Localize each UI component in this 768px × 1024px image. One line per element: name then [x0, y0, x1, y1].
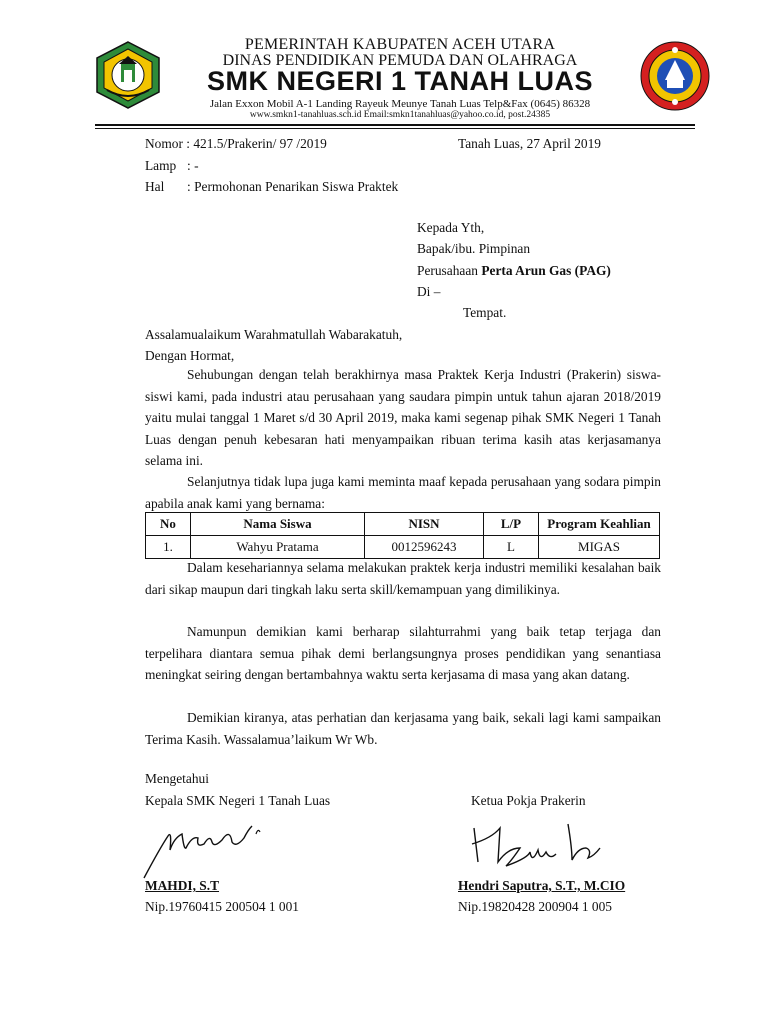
letter-date: Tanah Luas, 27 April 2019	[458, 136, 601, 151]
paragraph-1: Sehubungan dengan telah berakhirnya masa Praktek Kerja Industri (Prakerin) siswa-siswi kami, pada industri atau perusahaan yang saudara pimpin untuk tahun ajaran 2018/2019 yaitu mulai tanggal 1 Maret s/d 30 April 2019, maka kami segenap pihak SMK Negeri 1 Tanah Luas dengan penuh kebesaran hati menyampaikan ribuan terima kasih atas kerjasamanya selama ini.	[145, 367, 661, 468]
student-table	[145, 512, 660, 559]
letterhead-address: Jalan Exxon Mobil A-1 Landing Rayeuk Meunye Tanah Luas Telp&Fax (0645) 86328	[209, 98, 591, 110]
letterhead-divider	[95, 124, 695, 126]
col-header: Nama Siswa	[191, 513, 365, 536]
right-signer-title: Ketua Pokja Prakerin	[471, 793, 586, 808]
letter-number: Nomor : 421.5/Prakerin/ 97 /2019	[145, 136, 327, 151]
left-signature	[140, 820, 270, 880]
left-signer-nip: Nip.19760415 200504 1 001	[145, 899, 299, 914]
table-cell: Wahyu Pratama	[191, 536, 365, 559]
company-prefix: Perusahaan	[417, 263, 482, 278]
table-cell: L	[484, 536, 539, 559]
letterhead-divider-thin	[95, 128, 695, 129]
col-header: L/P	[484, 513, 539, 536]
recipient-line: Bapak/ibu. Pimpinan	[417, 241, 531, 256]
company-name: Perta Arun Gas (PAG)	[481, 263, 611, 278]
recipient-company	[417, 264, 611, 277]
paragraph-4: Namunpun demikian kami berharap silahturrahmi yang baik tetap terjaga dan terpelihara diantara semua pihak demi berlangsungnya proses pendidikan yang senantiasa meningkat seiring dengan bertambahnya waktu serta kerjasama di masa yang akan datang.	[145, 624, 661, 682]
lamp-value: : -	[187, 158, 199, 173]
lamp-label: Lamp	[145, 158, 177, 173]
letterhead-government: PEMERINTAH KABUPATEN ACEH UTARA	[244, 36, 556, 53]
right-signature	[468, 818, 608, 874]
paragraph-3: Dalam kesehariannya selama melakukan praktek kerja industri memiliki kesalahan baik dari sikap maupun dari tingkah laku serta skill/kemampuan yang dimilikinya.	[145, 560, 661, 597]
paragraph-2: Selanjutnya tidak lupa juga kami meminta maaf kepada perusahaan yang sodara pimpin apabila anak kami yang bernama:	[145, 474, 661, 511]
left-signer-title: Kepala SMK Negeri 1 Tanah Luas	[145, 793, 331, 808]
right-signer-name: Hendri Saputra, S.T., M.CIO	[458, 878, 626, 893]
col-header: NISN	[365, 513, 484, 536]
letterhead-department: DINAS PENDIDIKAN PEMUDA DAN OLAHRAGA	[222, 52, 578, 69]
col-header: No	[146, 513, 191, 536]
table-cell: 1.	[146, 536, 191, 559]
table-row	[146, 536, 660, 559]
mengetahui-label: Mengetahui	[145, 771, 209, 786]
table-header-row	[146, 513, 660, 536]
right-signer-nip: Nip.19820428 200904 1 005	[458, 899, 612, 914]
table-cell: MIGAS	[539, 536, 660, 559]
letterhead-contact: www.smkn1-tanahluas.sch.id Email:smkn1tanahluas@yahoo.co.id, post.24385	[249, 110, 551, 120]
table-cell: 0012596243	[365, 536, 484, 559]
recipient-line: Kepada Yth,	[417, 220, 485, 235]
hal-value: : Permohonan Penarikan Siswa Praktek	[187, 179, 399, 194]
recipient-line: Di –	[417, 284, 441, 299]
hal-label: Hal	[145, 179, 165, 194]
col-header: Program Keahlian	[539, 513, 660, 536]
paragraph-5: Demikian kiranya, atas perhatian dan kerjasama yang baik, sekali lagi kami sampaikan Terima Kasih. Wassalamua’laikum Wr Wb.	[145, 710, 661, 747]
recipient-line: Tempat.	[463, 305, 507, 320]
letterhead-school-name: SMK NEGERI 1 TANAH LUAS	[206, 66, 594, 96]
greeting: Assalamualaikum Warahmatullah Wabarakatuh,	[145, 327, 403, 342]
left-signer-name: MAHDI, S.T	[145, 878, 220, 893]
salutation: Dengan Hormat,	[145, 348, 235, 363]
